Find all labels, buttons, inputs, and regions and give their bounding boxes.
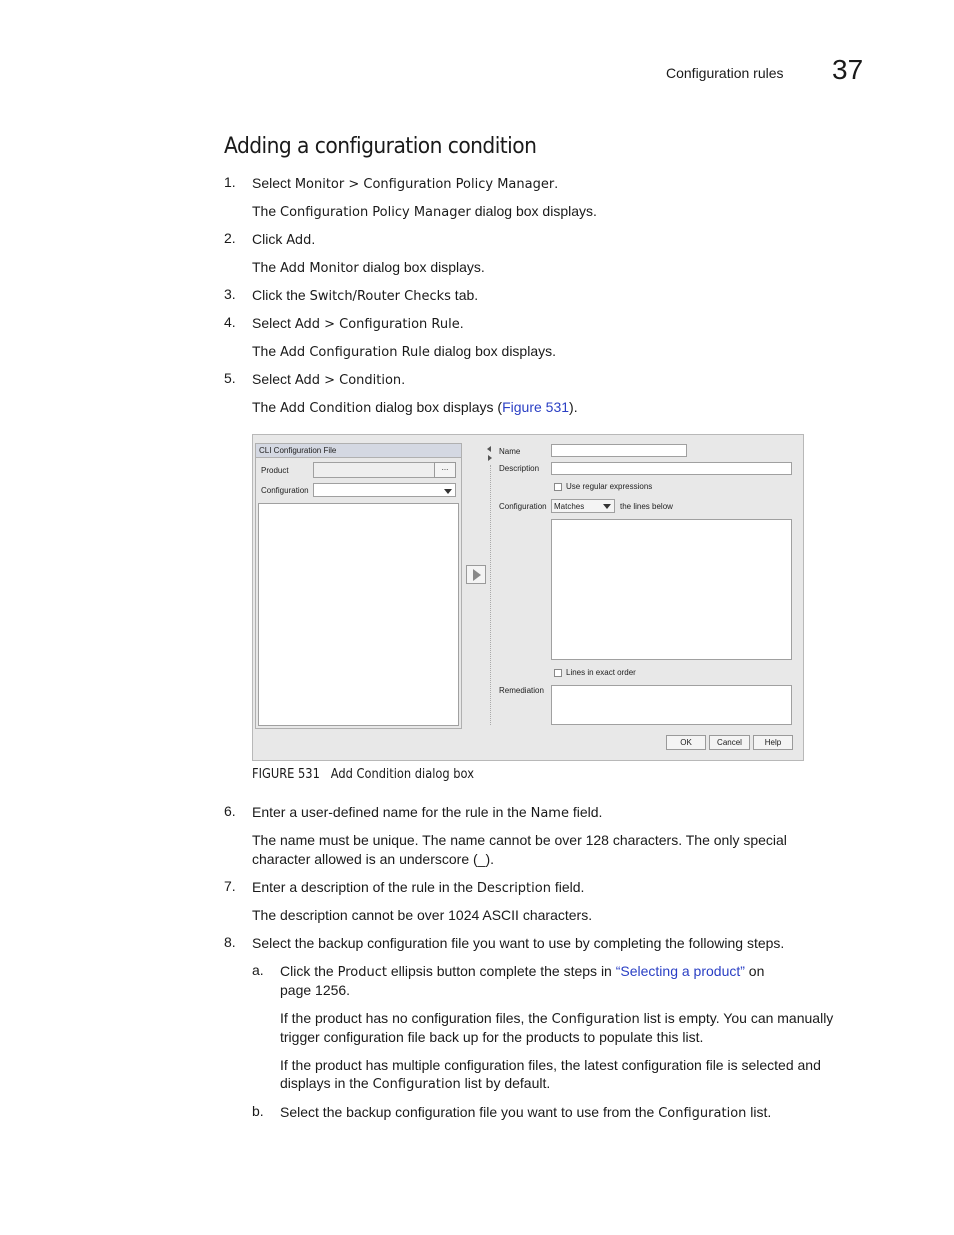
collapse-left-icon[interactable] [487, 446, 491, 452]
step-note: The description cannot be over 1024 ASCII characters. [252, 907, 593, 923]
lines-exact-order-checkbox[interactable] [554, 669, 562, 677]
remediation-textarea[interactable] [551, 685, 792, 725]
match-select-value: Matches [554, 502, 585, 511]
step-text: Click Add. [252, 231, 316, 248]
add-condition-dialog-figure [252, 434, 804, 761]
description-input[interactable] [551, 462, 792, 475]
step-number: 6. [224, 803, 236, 819]
step-result: The Add Monitor dialog box displays. [252, 259, 485, 276]
chevron-down-icon [603, 504, 611, 509]
step-result: The Add Configuration Rule dialog box displays. [252, 343, 556, 360]
step-result: The Configuration Policy Manager dialog box displays. [252, 203, 597, 220]
step-text: Select Add > Condition. [252, 371, 406, 388]
step-number: 2. [224, 230, 236, 246]
panel-title: CLI Configuration File [259, 446, 337, 455]
substep-note: If the product has multiple configuration files, the latest configuration file is selected and [280, 1057, 821, 1073]
configuration-match-label: Configuration [499, 502, 547, 511]
product-label: Product [261, 466, 289, 475]
splitter[interactable] [490, 465, 491, 725]
selecting-product-link[interactable]: “Selecting a product” [615, 963, 745, 979]
lines-exact-order-label: Lines in exact order [566, 668, 636, 677]
substep-note: displays in the Configuration list by default. [280, 1075, 551, 1092]
lines-below-label: the lines below [620, 502, 673, 511]
step-note: The name must be unique. The name cannot be over 128 characters. The only special [252, 832, 787, 848]
configuration-preview[interactable] [258, 503, 459, 726]
chapter-number: 37 [832, 54, 864, 85]
product-ellipsis-button[interactable]: ... [434, 462, 456, 478]
step-number: 8. [224, 934, 236, 950]
help-button[interactable]: Help [753, 735, 793, 750]
ok-button[interactable]: OK [666, 735, 706, 750]
lines-textarea[interactable] [551, 519, 792, 660]
step-text: Select Monitor > Configuration Policy Manager. [252, 175, 559, 192]
expand-right-icon[interactable] [488, 455, 492, 461]
name-label: Name [499, 447, 521, 456]
running-header-section: Configuration rules [666, 65, 784, 81]
step-text: Enter a description of the rule in the Description field. [252, 879, 585, 896]
step-note: character allowed is an underscore (_). [252, 851, 495, 867]
substep-letter: a. [252, 962, 264, 978]
step-number: 5. [224, 370, 236, 386]
step-number: 4. [224, 314, 236, 330]
step-number: 1. [224, 174, 236, 190]
configuration-label: Configuration [261, 486, 309, 495]
chevron-down-icon [444, 489, 452, 494]
step-text: Select the backup configuration file you want to use by completing the following steps. [252, 935, 785, 951]
figure-link[interactable]: Figure 531 [502, 399, 570, 415]
substep-text: Click the Product ellipsis button complete the steps in “Selecting a product” on [280, 963, 765, 980]
substep-text: Select the backup configuration file you want to use from the Configuration list. [280, 1104, 772, 1121]
figure-caption: FIGURE 531 Add Condition dialog box [252, 767, 474, 782]
remediation-label: Remediation [499, 686, 544, 695]
use-regex-label: Use regular expressions [566, 482, 653, 491]
section-heading: Adding a configuration condition [224, 134, 537, 159]
description-label: Description [499, 464, 540, 473]
step-text: Click the Switch/Router Checks tab. [252, 287, 479, 304]
substep-note: trigger configuration file back up for the products to populate this list. [280, 1029, 704, 1045]
substep-text: page 1256. [280, 982, 351, 998]
step-result: The Add Condition dialog box displays (Figure 531). [252, 399, 578, 416]
transfer-button[interactable] [466, 565, 486, 584]
step-number: 3. [224, 286, 236, 302]
product-field[interactable] [313, 462, 435, 478]
name-input[interactable] [551, 444, 687, 457]
configuration-select[interactable] [313, 483, 456, 497]
cancel-button[interactable]: Cancel [709, 735, 750, 750]
step-text: Enter a user-defined name for the rule in the Name field. [252, 804, 603, 821]
step-number: 7. [224, 878, 236, 894]
substep-note: If the product has no configuration files, the Configuration list is empty. You can manually [280, 1010, 834, 1027]
step-text: Select Add > Configuration Rule. [252, 315, 464, 332]
substep-letter: b. [252, 1103, 264, 1119]
play-arrow-icon [473, 569, 481, 581]
use-regex-checkbox[interactable] [554, 483, 562, 491]
